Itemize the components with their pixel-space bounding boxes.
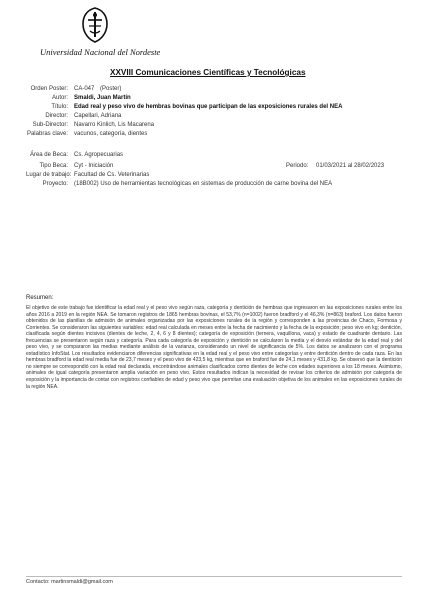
university-header — [40, 6, 161, 57]
resumen-body: El objetivo de este trabajo fue identificar la edad real y el peso vivo según raza, categoría y dentición de hembras que ingresaron en las exposiciones rurales entre los años 2016 a 2019 en la región NEA. Se tomaron registros de 1865 hembras bovinas, el 53,7% (n=1002) fueron bradford y el 46,3% (n=863) braford. Los datos fueron obtenidos de las planillas de admisión de animales organizadas por las exposiciones rurales de la región y corresponden a las provincias de Chaco, Formosa y Corrientes. Se consideraron las siguientes variables: edad real calculada en meses entre la fecha de nacimiento y la fecha de la exposición; peso vivo en kg; dentición, clasificada según dientes incisivos (dientes de leche, 2, 4, 6 y 8 dientes); categoría de exposición (ternera, vaquillona, vaca) y estado de cuadrante dentario. Las frecuencias se presentaron según raza y categoría. Para cada categoría de exposición y dentición se calcularon la media y el desvío estándar de la edad real y del peso vivo, y se compararon las medias mediante análisis de la varianza, considerando un nivel de significancia de 5%. Los datos se analizaron con el programa estadístico InfoStat. Los resultados evidenciaron diferencias significativas en la edad real y el peso vivo entre categorías y entre dentición dentro de cada raza. En las hembras bradford la edad real media fue de 23,7 meses y el peso vivo de 423,5 kg, mientras que en braford fue de 24,1 meses y 431,8 kg. Se observó que la dentición no siempre se correspondió con la edad real declarada, encontrándose animales clasificados como dientes de leche con edades superiores a los 18 meses. Asimismo, animales de igual categoría presentaron amplia variación en peso vivo. Estos resultados indican la necesidad de revisar los criterios de admisión por categoría de exposición y la importancia de contar con registros confiables de edad y peso vivo que permitan una evaluación objetiva de los animales en las exposiciones rurales de la región NEA. — [26, 305, 402, 390]
periodo-label: Periodo: — [286, 163, 309, 169]
tipo-label: Tipo Beca: — [39, 163, 68, 169]
subdirector-label: Sub-Director: — [32, 122, 68, 128]
area-label: Área de Beca: — [29, 152, 68, 158]
resumen-title: Resumen: — [26, 295, 54, 301]
orden-poster-extra: (Poster) — [100, 86, 122, 92]
area-value: Cs. Agropecuarias — [74, 152, 124, 158]
subdirector-value: Navarro Kinlich, Lis Macarena — [74, 122, 155, 128]
autor-value: Smaldi, Juan Martín — [74, 95, 131, 101]
tipo-value: Cyt - Iniciación — [74, 163, 114, 169]
titulo-label: Título: — [51, 104, 68, 110]
director-label: Director: — [45, 113, 68, 119]
autor-label: Autor: — [51, 95, 68, 101]
periodo-value: 01/03/2021 al 28/02/2023 — [316, 163, 385, 169]
footer-divider — [26, 576, 402, 577]
orden-poster-label: Orden Poster: — [30, 86, 68, 92]
orden-poster-value: CA-047 — [74, 86, 95, 92]
proyecto-label: Proyecto: — [42, 181, 68, 187]
palabras-value: vacunos, categoría, dientes — [74, 131, 148, 137]
university-name: Universidad Nacional del Nordeste — [40, 47, 161, 57]
director-value: Capellari, Adriana — [74, 113, 122, 119]
contact-email[interactable]: Contacto: martinsmaldi@gmail.com — [26, 579, 113, 585]
university-logo-icon — [80, 6, 110, 44]
event-title: XXVIII Comunicaciones Científicas y Tecnológicas — [110, 68, 306, 77]
lugar-value: Facultad de Cs. Veterinarias — [74, 172, 150, 178]
proyecto-value: (18B002) Uso de herramientas tecnológicas en sistemas de producción de carne bovina del NEA — [74, 181, 333, 187]
lugar-label: Lugar de trabajo: — [26, 172, 72, 178]
titulo-value: Edad real y peso vivo de hembras bovinas que participan de las exposiciones rurales del NEA — [74, 104, 343, 110]
palabras-label: Palabras clave: — [26, 131, 68, 137]
